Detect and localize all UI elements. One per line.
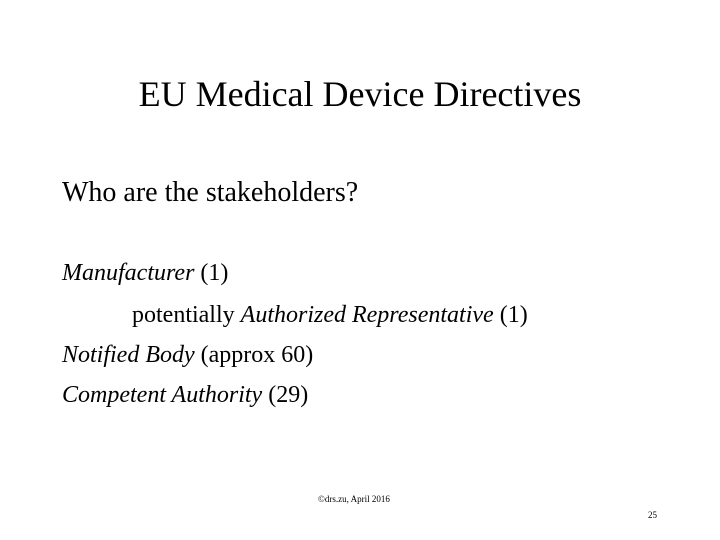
stakeholder-item-notified-body	[62, 340, 313, 370]
stakeholders-question: Who are the stakeholders?	[62, 177, 359, 208]
stakeholder-detail: (approx 60)	[194, 342, 314, 368]
stakeholder-detail: (1)	[493, 302, 528, 328]
stakeholder-term: Authorized Representative	[240, 302, 494, 328]
stakeholder-prefix: potentially	[132, 302, 241, 328]
stakeholder-item-authorized-representative	[132, 300, 528, 330]
stakeholder-term: Competent Authority	[62, 382, 263, 408]
stakeholder-item-competent-authority	[62, 380, 308, 410]
slide-footer: ©drs.zu, April 2016	[318, 494, 390, 504]
stakeholder-item-manufacturer	[62, 258, 228, 288]
stakeholder-detail: (1)	[194, 260, 229, 286]
stakeholder-term: Notified Body	[62, 342, 195, 368]
slide-title: EU Medical Device Directives	[138, 74, 582, 114]
stakeholder-term: Manufacturer	[62, 260, 195, 286]
stakeholder-detail: (29)	[262, 382, 309, 408]
page-number: 25	[648, 510, 657, 520]
